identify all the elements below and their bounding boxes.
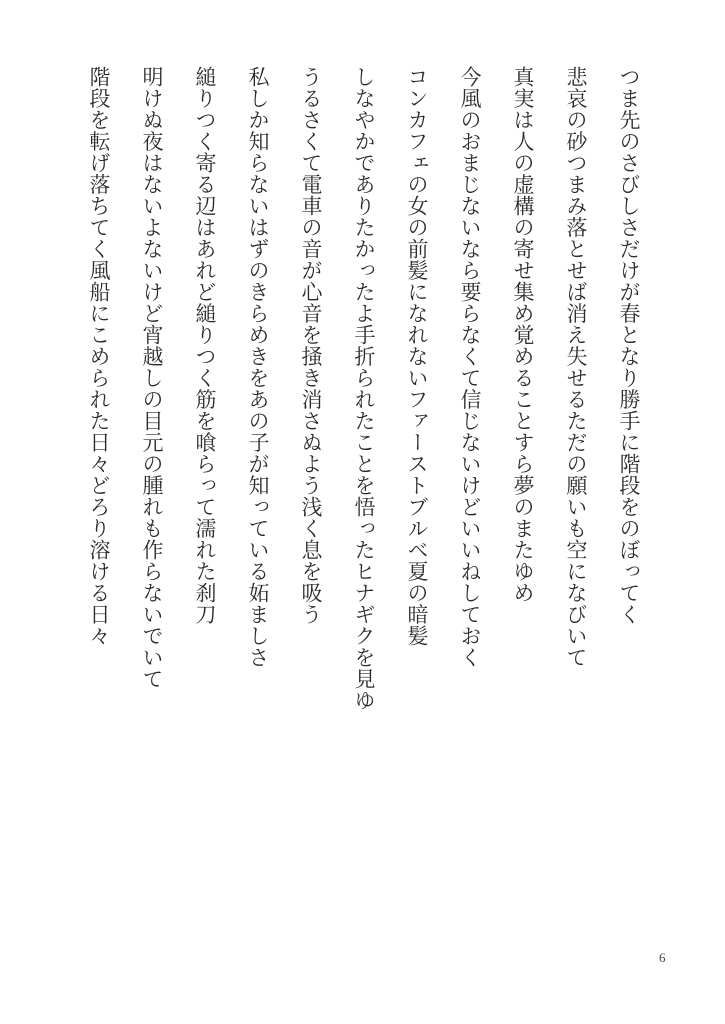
poem-line: 私しか知らないはずのきらめきをあの子が知っている妬ましさ — [246, 66, 270, 668]
poem-column-block — [72, 66, 655, 711]
poem-line: 真実は人の虚構の寄せ集め覚めることすら夢のまたゆめ — [511, 66, 535, 604]
poem-line: つま先のさびしさだけが春となり勝手に階段をのぼってく — [617, 66, 641, 625]
poem-line: 階段を転げ落ちてく風船にこめられた日々どろり溶ける日々 — [87, 66, 111, 647]
poem-line: 明けぬ夜はないよないけど宵越しの目元の腫れも作らないでいて — [140, 66, 164, 690]
poem-line: 縋りつく寄る辺はあれど縋りつく筋を喰らって濡れた刹刀 — [193, 66, 217, 625]
poem-line: 今風のおまじないなら要らなくて信じないけどいいねしておく — [458, 66, 482, 668]
poem-line: しなやかでありたかったよ手折られたことを悟ったヒナギクを見ゆ — [352, 66, 376, 711]
page-number: 6 — [659, 950, 666, 965]
poem-line: コンカフェの女の前髪になれないファーストブルベ夏の暗髪 — [405, 66, 429, 647]
poem-line: うるさくて電車の音が心音を掻き消さぬよう浅く息を吸う — [299, 66, 323, 625]
poem-line: 悲哀の砂つまみ落とせば消え失せるただの願いも空になびいて — [564, 66, 588, 668]
